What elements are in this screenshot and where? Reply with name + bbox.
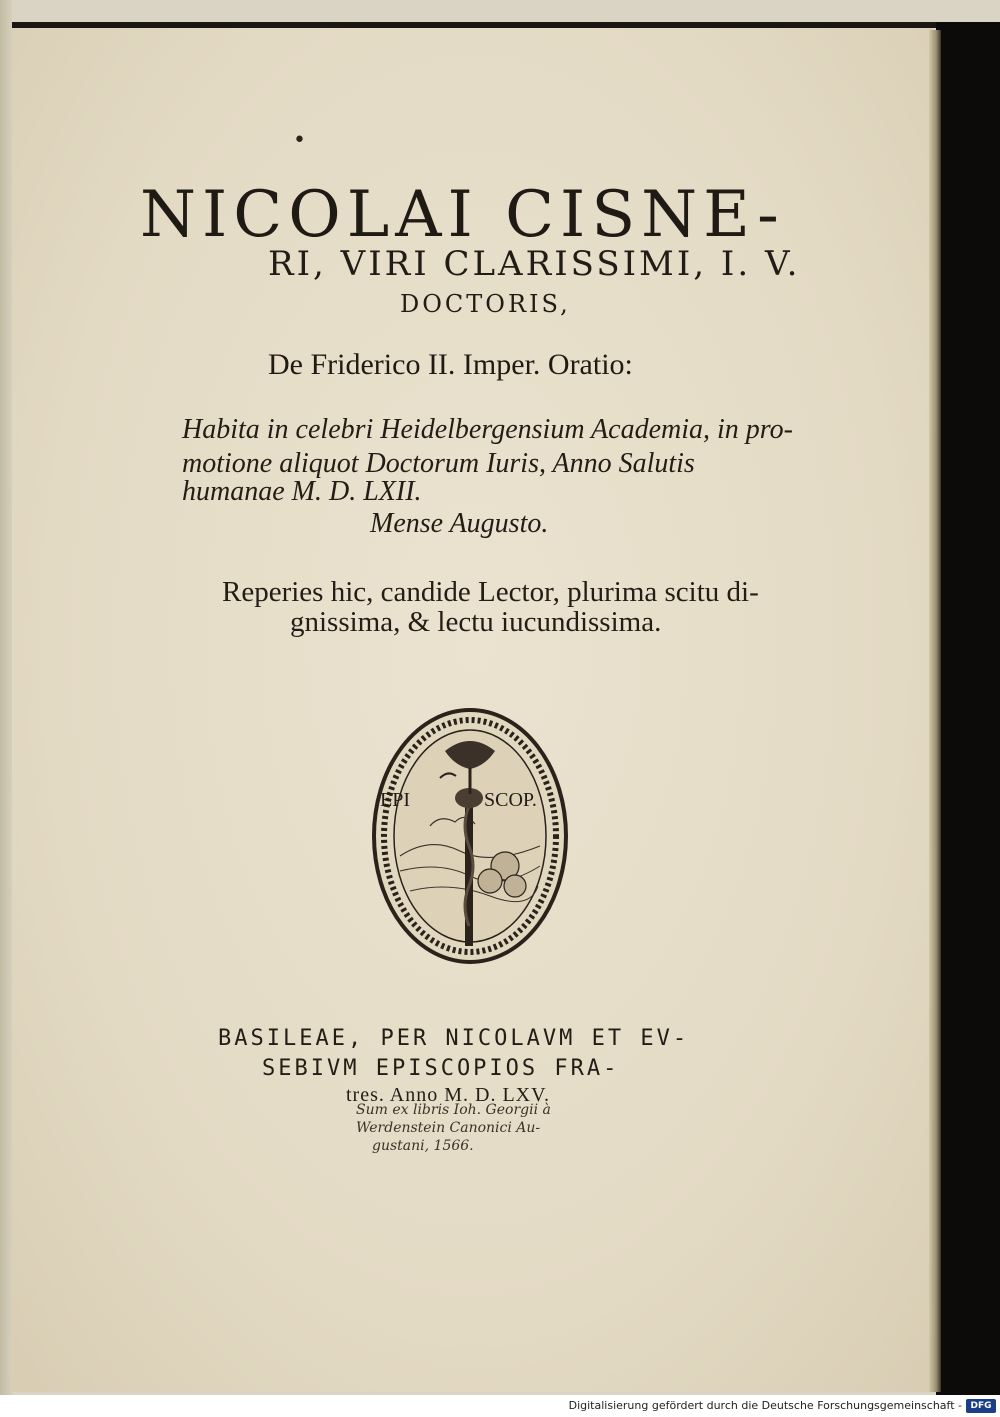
oration-title: De Friderico II. Imper. Oratio:: [268, 348, 633, 381]
page-fore-edge: [929, 30, 941, 1392]
printer-mark-motto-right: SCOP.: [484, 789, 537, 811]
imprint-line-1: BASILEAE, PER NICOLAVM ET EV-: [218, 1026, 690, 1051]
handwritten-line-3: gustani, 1566.: [372, 1138, 474, 1154]
imprint-line-2: SEBIVM EPISCOPIOS FRA-: [262, 1056, 620, 1081]
dfg-logo: DFG: [966, 1399, 996, 1413]
reperies-line-1: Reperies hic, candide Lector, plurima scitu di-: [222, 576, 759, 608]
binding-edge: [0, 0, 12, 1395]
imprint-line-3: tres. Anno M. D. LXV.: [346, 1084, 550, 1106]
reperies-line-2: gnissima, & lectu iucundissima.: [290, 606, 662, 638]
title-line-1: NICOLAI CISNE-: [140, 178, 785, 252]
dfg-credit: Digitalisierung gefördert durch die Deutsche Forschungsgemeinschaft -: [568, 1399, 962, 1412]
footer-bar: [0, 1397, 1000, 1417]
habita-line-3: humanae M. D. LXII.: [182, 476, 422, 507]
habita-line-2: motione aliquot Doctorum Iuris, Anno Salutis: [182, 448, 695, 479]
ornament-dot: •: [293, 128, 306, 153]
habita-line-4: Mense Augusto.: [370, 508, 549, 539]
handwritten-line-2: Werdenstein Canonici Au-: [356, 1120, 541, 1136]
printer-mark-motto-left: EPI: [380, 789, 410, 811]
habita-line-1: Habita in celebri Heidelbergensium Academia, in pro-: [182, 414, 793, 445]
title-line-2: RI, VIRI CLARISSIMI, I. V.: [268, 244, 801, 284]
handwritten-line-1: Sum ex libris Ioh. Georgii à: [356, 1102, 551, 1118]
printer-mark-emblem: [370, 706, 570, 966]
dark-backdrop: [936, 22, 1000, 1395]
title-line-3: DOCTORIS,: [400, 290, 571, 318]
